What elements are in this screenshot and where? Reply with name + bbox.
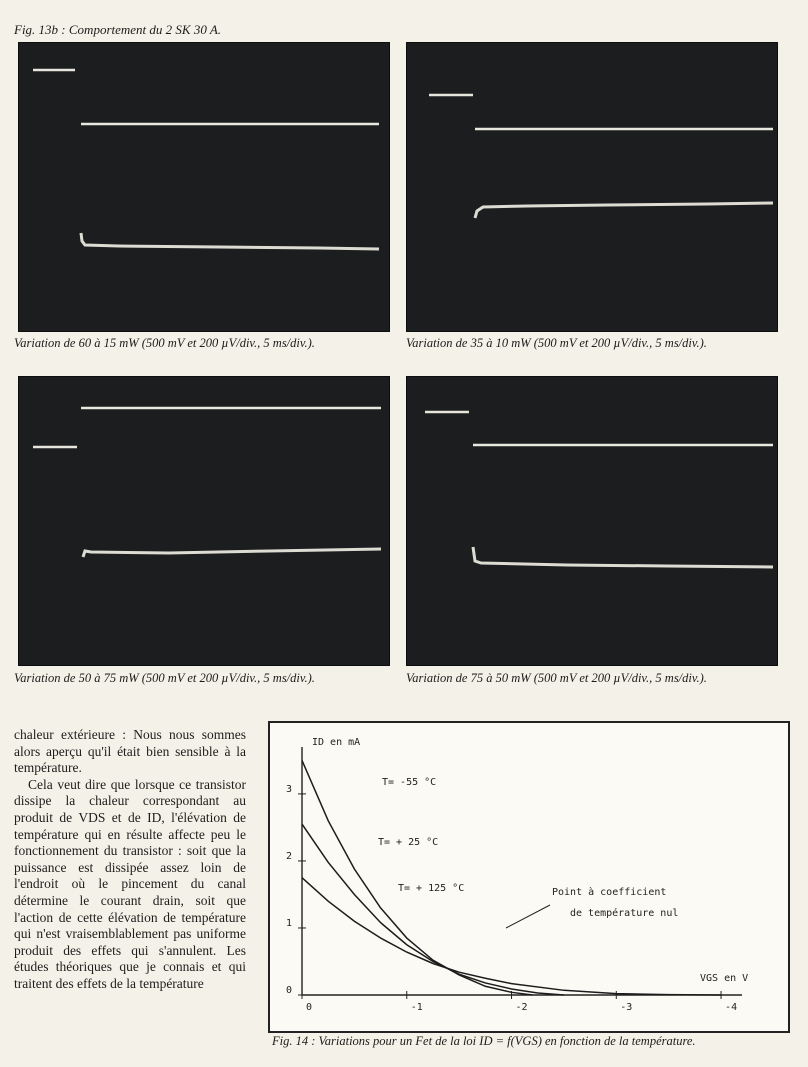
series-label-2: T= + 25 °C — [378, 837, 439, 848]
y-tick-label: 1 — [286, 917, 293, 929]
oscilloscope-trace-2 — [407, 43, 777, 331]
y-axis-label: ID en mA — [312, 737, 361, 748]
figure-14-svg — [270, 723, 788, 1031]
oscilloscope-trace-3 — [19, 377, 389, 665]
annotation-pointer — [506, 905, 550, 928]
figure-14-chart — [268, 721, 790, 1033]
x-tick-label: -2 — [515, 1002, 528, 1013]
figure-13b-title: Fig. 13b : Comportement du 2 SK 30 A. — [14, 22, 222, 37]
panel-2-caption: Variation de 35 à 10 mW (500 mV et 200 µV/div., 5 ms/div.). — [406, 336, 707, 350]
x-tick-label: -3 — [620, 1002, 633, 1013]
series-curve-2 — [302, 824, 564, 995]
article-body — [14, 727, 246, 993]
x-tick-label: 0 — [306, 1002, 313, 1013]
series-label-1: T= -55 °C — [382, 777, 437, 788]
panel-1-caption: Variation de 60 à 15 mW (500 mV et 200 µV/div., 5 ms/div.). — [14, 336, 315, 350]
oscilloscope-panel-1 — [18, 42, 390, 332]
oscilloscope-trace-4 — [407, 377, 777, 665]
annotation-line-2: de température nul — [570, 908, 679, 919]
article-paragraph-2: Cela veut dire que lorsque ce transistor dissipe la chaleur correspondant au produit de VDS et de ID, l'élévation de température qui en résulte affecte peu le fonctionnement du transistor : soit que la puissance est dissipée assez loin de l'endroit où le pincement du canal détermine le courant drain, soit que l'action de cette élévation de température qui n'est vraisemblablement pas uniforme produit des effets qui s'annulent. Les études théoriques que je connais et qui traitent des effets de la température — [14, 776, 246, 991]
article-paragraph-1: chaleur extérieure : Nous nous sommes alors aperçu qu'il était bien sensible à la température. — [14, 727, 246, 776]
annotation-line-1: Point à coefficient — [552, 887, 667, 898]
y-tick-label: 0 — [286, 985, 293, 996]
x-tick-label: -1 — [410, 1002, 423, 1013]
oscilloscope-trace-1 — [19, 43, 389, 331]
y-tick-label: 3 — [286, 783, 293, 795]
oscilloscope-panel-4 — [406, 376, 778, 666]
y-tick-label: 2 — [286, 850, 293, 862]
x-axis-label: VGS en V — [700, 973, 749, 984]
figure-14-caption: Fig. 14 : Variations pour un Fet de la loi ID = f(VGS) en fonction de la température. — [272, 1034, 696, 1048]
series-label-3: T= + 125 °C — [398, 883, 465, 894]
oscilloscope-panel-2 — [406, 42, 778, 332]
x-tick-label: -4 — [725, 1002, 738, 1013]
panel-4-caption: Variation de 75 à 50 mW (500 mV et 200 µV/div., 5 ms/div.). — [406, 671, 707, 685]
panel-3-caption: Variation de 50 à 75 mW (500 mV et 200 µV/div., 5 ms/div.). — [14, 671, 315, 685]
series-curve-1 — [302, 760, 532, 995]
oscilloscope-panel-3 — [18, 376, 390, 666]
